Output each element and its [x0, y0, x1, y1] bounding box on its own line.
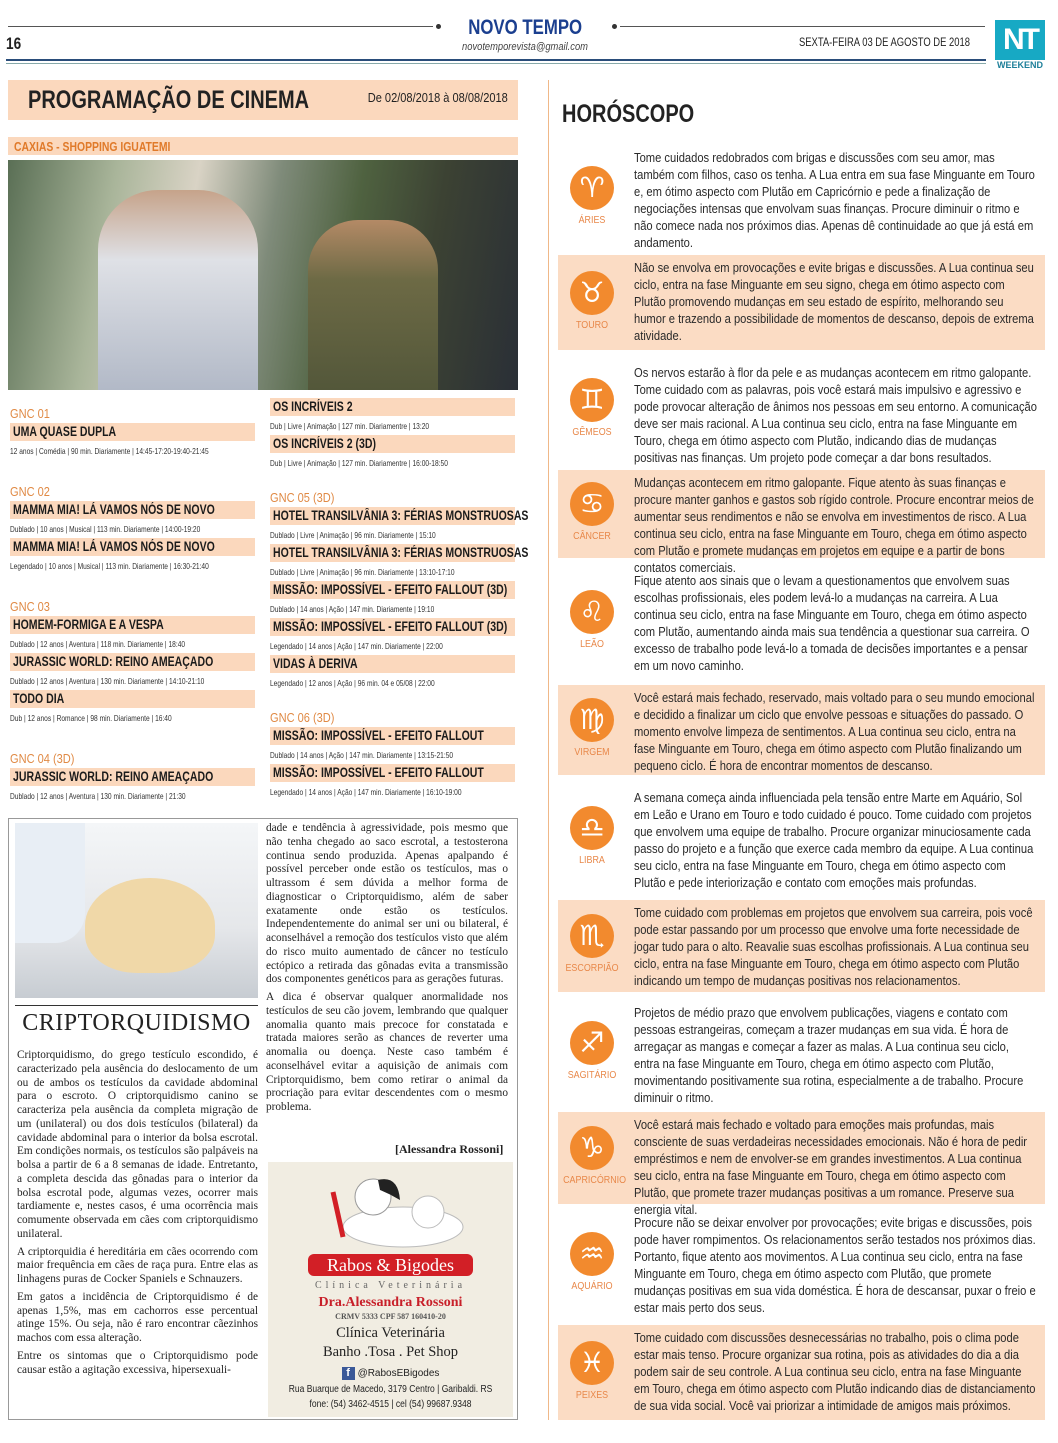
horoscope-sign	[558, 255, 1045, 350]
cancer-icon: ♋	[570, 482, 614, 526]
film-title: HOMEM-FORMIGA E A VESPA	[13, 617, 164, 632]
sign-name: ÁRIES	[578, 213, 606, 226]
sign-text: A semana começa ainda influenciada pela tensão entre Marte em Aquário, Sol em Leão e Urano em Touro e todo cuidado é pouco. Tome cuidado com projetos que envolvem uma equipe de trabalho. Procure organizar minuciosamente cada passo do projeto e a função que exerce cada membro da equipe. A Lua continua seu ciclo, entra na fase Minguante em Touro, chega em ótimo aspecto com Plutão e pede interiorização e contato com emoções mais profundas.	[634, 790, 1034, 890]
room-gap	[270, 799, 515, 805]
ad-doctor: Dra.Alessandra Rossoni	[318, 1295, 463, 1310]
location-label: CAXIAS - SHOPPING IGUATEMI	[14, 139, 171, 154]
article-paragraph: A dica é observar qualquer anormalidade nos testículos de seu cão jovem, lembrando que qualquer anomalia quanto mais precoce for constatada e tratada maiores serão as chances de reverter uma anomalia ou doença. Neste caso também é aconselhável evitar a aquisição de animais com Criptorquidismo, bem como retirar o animal da procriação para evitar descendentes com o mesmo problema.	[266, 991, 508, 1113]
horoscope-sign	[558, 1325, 1045, 1420]
masthead	[440, 16, 610, 53]
sign-name: TOURO	[575, 318, 609, 331]
movie-still-photo	[8, 160, 518, 390]
room-gap	[10, 725, 255, 737]
film-title: OS INCRÍVEIS 2 (3D)	[273, 436, 376, 451]
film-details: Dublado | 12 anos | Aventura | 130 min. Diariamente | 21:30	[10, 791, 186, 801]
film-details: Dublado | Livre | Animação | 96 min. Diariamente | 15:10	[270, 530, 436, 540]
horoscope-sign	[558, 785, 1045, 890]
film-details: Dublado | 12 anos | Aventura | 130 min. Diariamente | 14:10-21:10	[10, 676, 205, 686]
sign-name: AQUÁRIO	[571, 1280, 613, 1292]
masthead-email: novotemporevista@gmail.com	[462, 41, 588, 53]
article-author: [Alessandra Rossoni]	[395, 1142, 504, 1156]
ad-social	[268, 1367, 513, 1380]
film-title-bar	[270, 655, 515, 673]
facebook-icon: f	[342, 1367, 355, 1380]
article-paragraph: Em gatos a incidência de Criptorquidismo é de apenas 1,5%, mas em cachorros esse percentual atinge 15%. Ou seja, não é raro encontrar cãezinhos machos com essa alteração.	[17, 1290, 258, 1344]
sign-text: Mudanças acontecem em ritmo galopante. Fique atento às suas finanças e procure manter ganhos e gastos sob rígido controle. Procure encontrar meios de aumentar seus rendimentos e não se envolva em investimentos de risco. A Lua continua seu ciclo, entra na fase Minguante em Touro, chega em ótimo aspecto com Plutão e promete mudanças em projetos em equipe e a partir de bons contatos comerciais.	[634, 475, 1034, 575]
cinema-location	[8, 137, 518, 155]
horoscope-sign	[558, 1000, 1045, 1105]
film-details: Legendado | 12 anos | Ação | 96 min. 04 e 05/08 | 22:00	[270, 678, 435, 688]
page-number: 16	[6, 34, 22, 53]
film-title-bar	[270, 764, 515, 782]
article-paragraph: A criptorquidia é hereditária em cães ocorrendo com maior frequência em cães de raça pura. Entre elas as linhagens puras de Cocker Spaniels e Schnauzers.	[17, 1245, 258, 1285]
film-title: MISSÃO: IMPOSSÍVEL - EFEITO FALLOUT (3D)	[273, 582, 508, 597]
article-column-1	[17, 1049, 258, 1381]
sagittarius-icon: ♐	[570, 1021, 614, 1065]
ad-service: Clínica Veterinária	[336, 1325, 445, 1341]
cinema-period: De 02/08/2018 à 08/08/2018	[367, 90, 508, 105]
screen-label: GNC 05 (3D)	[270, 490, 335, 505]
spacer	[270, 388, 515, 396]
cinema-column-left	[10, 392, 255, 815]
film-title: HOTEL TRANSILVÂNIA 3: FÉRIAS MONSTRUOSAS	[273, 545, 529, 560]
sign-name: CÂNCER	[573, 530, 611, 542]
ad-service: Banho .Tosa . Pet Shop	[322, 1344, 459, 1360]
sign-name: SAGITÁRIO	[567, 1068, 617, 1081]
screen-label: GNC 01	[10, 406, 50, 421]
article-column-2	[266, 822, 508, 1119]
film-title-bar	[10, 538, 255, 556]
film-details: Legendado | 10 anos | Musical | 113 min. Diariamente | 16:30-21:40	[10, 561, 209, 571]
screen-label: GNC 02	[10, 484, 50, 499]
film-details: Legendado | 14 anos | Ação | 147 min. Diariamente | 22:00	[270, 641, 443, 651]
film-title: MAMMA MIA! LÁ VAMOS NÓS DE NOVO	[13, 502, 215, 517]
horoscope-sign	[558, 145, 1045, 250]
logo-mark: NT	[995, 20, 1045, 60]
header-rule	[8, 26, 433, 27]
social-handle: @RabosEBigodes	[357, 1368, 440, 1380]
film-title-bar	[270, 435, 515, 453]
horoscope-sign	[558, 360, 1045, 465]
author-name: Alessandra Rossoni	[399, 1142, 500, 1156]
pisces-icon: ♓	[570, 1341, 614, 1385]
aquarius-icon: ♒	[570, 1232, 614, 1276]
film-title: MISSÃO: IMPOSSÍVEL - EFEITO FALLOUT (3D)	[273, 619, 508, 634]
sign-text: Projetos de médio prazo que envolvem publicações, viagens e contato com pessoas estrangeiras, começam a trazer mudanças em sua vida. É hora de arregaçar as mangas e começar a fazer as malas. A Lua continua seu ciclo, entra na fase Minguante em Touro, chega em ótimo aspecto com Plutão, movimentando positivamente sua rotina, especialmente a de trabalho. Procure diminuir o ritmo.	[634, 1005, 1024, 1105]
gemini-icon: ♊	[570, 378, 614, 422]
ad-phone: fone: (54) 3462-4515 | cel (54) 99687.9348	[309, 1399, 472, 1410]
sign-text: Fique atento aos sinais que o levam a questionamentos que envolvem suas escolhas profissionais, eles podem levá-lo a mudanças na carreira. A Lua continua seu ciclo, entra na fase Minguante em Touro, chega em ótimo aspecto com Plutão, aumentando ainda mais sua tendência a questionar sua carreira. O excesso de trabalho pode levá-lo a tomada de decisões importantes e a pensar em um novo caminho.	[634, 573, 1030, 673]
film-details: Dub | 12 anos | Romance | 98 min. Diariamente | 16:40	[10, 713, 172, 723]
header-rule	[6, 59, 986, 61]
scorpio-icon: ♏	[570, 914, 614, 958]
puppy-photo	[15, 823, 258, 998]
film-title-bar	[270, 398, 515, 416]
horoscope-sign	[558, 1112, 1045, 1217]
article-title: CRIPTORQUIDISMO	[15, 1005, 258, 1037]
logo-sub: WEEKEND	[996, 60, 1043, 70]
screen-label: GNC 06 (3D)	[270, 710, 335, 725]
film-title-bar	[10, 768, 255, 786]
room-gap	[10, 458, 255, 470]
header-rule	[620, 26, 985, 27]
film-details: Dub | Livre | Animação | 127 min. Diariamentre | 16:00-18:50	[270, 458, 448, 468]
film-details: Dublado | 14 anos | Ação | 147 min. Diariamente | 19:10	[270, 604, 435, 614]
horoscope-sign	[558, 568, 1045, 676]
capricorn-icon: ♑	[570, 1126, 614, 1170]
film-title-bar	[270, 507, 529, 525]
film-title-bar	[270, 544, 529, 562]
room-gap	[270, 690, 515, 696]
film-title-bar	[10, 690, 255, 708]
vet-clinic-ad	[268, 1162, 513, 1417]
film-title-bar	[270, 618, 515, 636]
sign-name: ESCORPIÃO	[565, 962, 619, 974]
horoscope-sign	[558, 900, 1045, 992]
sign-text: Procure não se deixar envolver por provocações; evite brigas e discussões, pois pode haver rompimentos. Os relacionamentos serão testados nos próximos dias. Portanto, fique atento aos movimentos. A Lua continua seu ciclo, entra na fase Minguante em Touro, chega em ótimo aspecto com Plutão, que promete mudanças positivas em sua vida doméstica. É hora de descansar, puxar o freio e estar mais perto dos seus.	[634, 1215, 1036, 1315]
header-rule	[6, 63, 986, 64]
film-title-bar	[10, 501, 255, 519]
film-title: TODO DIA	[13, 691, 65, 706]
film-title: VIDAS À DERIVA	[273, 656, 358, 671]
sign-text: Tome cuidado com problemas em projetos que envolvem sua carreira, pois você pode estar passando por um processo que envolve uma forte necessidade de jogar tudo para o alto. Reavalie suas escolhas profissionais. A Lua continua seu ciclo, entra na fase Minguante em Touro, chega em ótimo aspecto com Plutão indicando um tempo de mudanças positivas nos relacionamentos.	[634, 905, 1033, 988]
ad-brand: Rabos & Bigodes	[308, 1254, 473, 1276]
sign-name: PEIXES	[575, 1388, 609, 1401]
film-title: MISSÃO: IMPOSSÍVEL - EFEITO FALLOUT	[273, 728, 484, 743]
article-paragraph: dade e tendência à agressividade, pois mesmo que não tenha chegado ao saco escrotal, a testosterona continua sendo produzida. Apenas apalpando é possível perceber onde estão os testículos, mas o ultrassom é sem dúvida a melhor forma de diagnosticar o Criptorquidismo, além de saber exatamente onde estão os testículos. Independentemente do animal ser uni ou bilateral, é aconselhável a remoção dos testículos visto que além do risco muito aumentado de câncer no testículo ectópico a retirada das gônadas evita a transmissão dos componentes genéticos para as gerações futuras.	[266, 822, 508, 986]
cinema-column-right	[270, 388, 529, 805]
sign-text: Você estará mais fechado, reservado, mais voltado para o seu mundo emocional e decidido a finalizar um ciclo que envolve pessoas e situações do passado. O momento envolve limpeza de sentimentos. A Lua continua seu ciclo, entra na fase Minguante em Touro, chega em ótimo aspecto com Plutão finalizando um pequeno ciclo. É hora de encontrar momentos de descanso.	[634, 690, 1035, 773]
room-gap	[10, 573, 255, 585]
film-title: MAMMA MIA! LÁ VAMOS NÓS DE NOVO	[13, 539, 215, 554]
film-title-bar	[10, 616, 255, 634]
film-details: Dublado | 12 anos | Aventura | 118 min. Diariamente | 18:40	[10, 639, 186, 649]
film-title: OS INCRÍVEIS 2	[273, 399, 353, 414]
issue-date: SEXTA-FEIRA 03 DE AGOSTO DE 2018	[798, 37, 970, 49]
room-gap	[270, 470, 515, 476]
sign-name: LIBRA	[579, 853, 605, 866]
room-gap	[10, 803, 255, 815]
sign-text: Os nervos estarão à flor da pele e as mudanças acontecem em ritmo galopante. Tome cuidado com as palavras, pois você estará mais impulsivo e agressivo e pode provocar alteração de ânimos nos pessoas em seu entorno. A comunicação deve ser mais racional. A Lua continua seu ciclo, entra na fase Minguante em Touro, chega em ótimo aspecto com Plutão, indicando dias de mudanças positivas nas finanças. Um projeto pode começar a dar bons resultados.	[634, 365, 1037, 465]
screen-label: GNC 04 (3D)	[10, 751, 75, 766]
horoscope-title: HORÓSCOPO	[562, 100, 695, 128]
dog-cat-illustration	[318, 1172, 468, 1252]
cinema-header	[8, 80, 518, 120]
sign-text: Tome cuidados redobrados com brigas e discussões com seu amor, mas também com filhos, caso os tenha. A Lua entra em sua fase Minguante em Touro e, em ótimo aspecto com Plutão em Capricórnio e pede a finalização de negociações intensas que envolvam suas finanças. Procure diminuir o ritmo e não comece nada nos próximos dias. Apenas dê continuidade ao que já está em andamento.	[634, 150, 1035, 250]
nt-weekend-logo	[995, 20, 1045, 72]
libra-icon: ♎	[570, 806, 614, 850]
cinema-title: PROGRAMAÇÃO DE CINEMA	[28, 86, 310, 114]
film-details: Dublado | 10 anos | Musical | 113 min. Diariamente | 14:00-19:20	[10, 524, 201, 534]
taurus-icon: ♉	[570, 271, 614, 315]
film-details: Dublado | Livre | Animação | 96 min. Diariamente | 13:10-17:10	[270, 567, 455, 577]
article-paragraph: Criptorquidismo, do grego testículo escondido, é caracterizado pela ausência do deslocamento de um ou de ambos os testículos da cavidade abdominal para o escroto. O criptorquidismo canino se caracteriza pela ausência da completa migração de um (unilateral) ou dos dois testículos (bilateral) da cavidade abdominal para o interior da bolsa escrotal. Em condições normais, os testículos são palpáveis na bolsa a partir de 6 a 8 semanas de idade. Entretanto, a completa descida das gônadas para o interior da bolsa escrotal pode, algumas vezes, ocorrer mais tardiamente e, nestes casos, é uma ocorrência mais comumente observada em cães com criptorquidismo unilateral.	[17, 1049, 258, 1240]
horoscope-sign	[558, 1210, 1045, 1318]
horoscope-sign	[558, 685, 1045, 775]
leo-icon: ♌	[570, 590, 614, 634]
horoscope-sign	[558, 470, 1045, 575]
sign-text: Não se envolva em provocações e evite brigas e discussões. A Lua continua seu ciclo, entra na fase Minguante em seu signo, chega em ótimo aspecto com Plutão promovendo mudanças em seu estado de espírito, melhorando seu humor e trazendo a possibilidade de momentos de descanso, depois de extrema atividade.	[634, 260, 1034, 343]
film-title: JURASSIC WORLD: REINO AMEAÇADO	[13, 654, 214, 669]
ad-address: Rua Buarque de Macedo, 3179 Centro | Garibaldi. RS	[288, 1384, 493, 1395]
sign-text: Você estará mais fechado e voltado para emoções mais profundas, mais consciente de suas verdadeiras necessidades emocionais. Não é hora de pedir empréstimos e nem de envolver-se em grandes investimentos. A Lua continua seu ciclo, entra na fase Minguante em Touro, chega em ótimo aspecto com Plutão, que promete trazer mudanças positivas a um romance. Preserve sua energia vital.	[634, 1117, 1028, 1217]
film-title-bar	[10, 653, 255, 671]
ad-registration: CRMV 5333 CPF 587 160410-20	[335, 1312, 446, 1321]
sign-name: GÊMEOS	[572, 426, 612, 438]
film-title-bar	[270, 581, 515, 599]
film-details: Dublado | 14 anos | Ação | 147 min. Diariamente | 13:15-21:50	[270, 750, 454, 760]
film-details: Legendado | 14 anos | Ação | 147 min. Diariamente | 16:10-19:00	[270, 787, 462, 797]
film-title-bar	[10, 423, 255, 441]
sign-name: LEÃO	[580, 638, 604, 650]
sign-name: CAPRICÓRNIO	[563, 1174, 627, 1186]
film-title: HOTEL TRANSILVÂNIA 3: FÉRIAS MONSTRUOSAS	[273, 508, 529, 523]
film-details: Dub | Livre | Animação | 127 min. Diariamentre | 13:20	[270, 421, 430, 431]
virgo-icon: ♍	[570, 698, 614, 742]
film-title: UMA QUASE DUPLA	[13, 424, 117, 439]
sign-name: VIRGEM	[574, 746, 610, 758]
sign-text: Tome cuidado com discussões desnecessárias no trabalho, pois o clima pode estar mais tenso. Procure organizar sua rotina, pois as atividades do dia a dia podem sair de seu controle. A Lua continua seu ciclo, entra na fase Minguante em Touro, chega em ótimo aspecto com Plutão indicando dias de distanciamento de sua vida social. Você vai priorizar a intimidade de amigos mais próximos.	[634, 1330, 1036, 1413]
article-paragraph: Entre os sintomas que o Criptorquidismo pode causar estão a agitação excessiva, hipersexuali-	[17, 1349, 258, 1376]
screen-label: GNC 03	[10, 599, 50, 614]
column-divider	[548, 80, 549, 1420]
film-title: MISSÃO: IMPOSSÍVEL - EFEITO FALLOUT	[273, 765, 484, 780]
film-title: JURASSIC WORLD: REINO AMEAÇADO	[13, 769, 214, 784]
aries-icon: ♈	[570, 166, 614, 210]
film-title-bar	[270, 727, 515, 745]
masthead-title: NOVO TEMPO	[468, 16, 582, 39]
header-dot	[612, 24, 617, 29]
film-details: 12 anos | Comédia | 90 min. Diariamente | 14:45-17:20-19:40-21:45	[10, 446, 209, 456]
ad-subtitle: Clínica Veterinária	[314, 1280, 467, 1291]
